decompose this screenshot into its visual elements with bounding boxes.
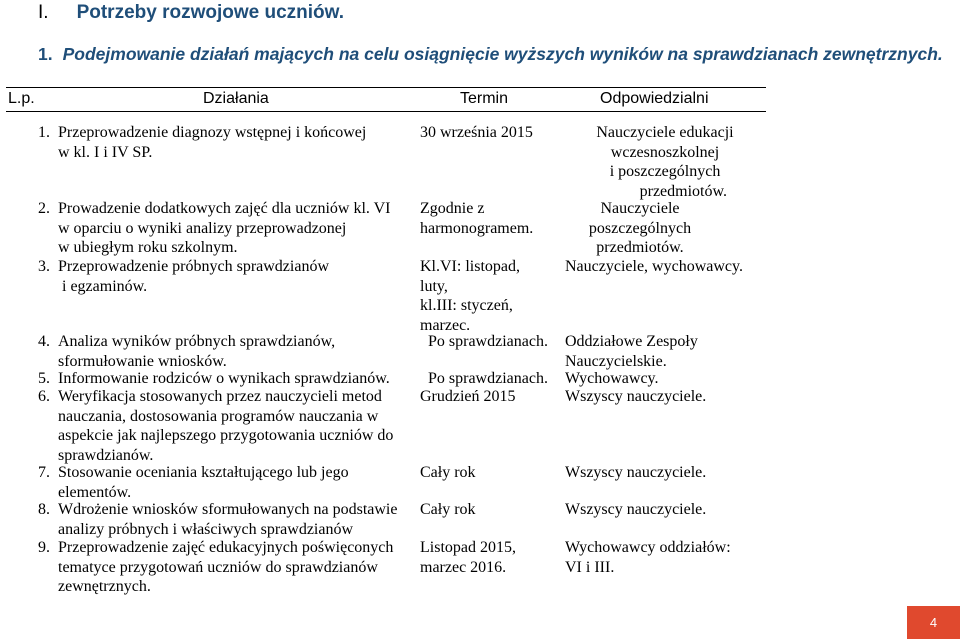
row-2-resp-line: przedmiotów. bbox=[596, 239, 684, 256]
row-6-lp: 6. bbox=[38, 388, 50, 405]
row-8-responsible bbox=[565, 500, 765, 520]
row-4-resp-line: Oddziałowe Zespoły bbox=[565, 333, 698, 350]
row-6-term-line: Grudzień 2015 bbox=[420, 388, 516, 405]
row-3-term-line: Kl.VI: listopad, bbox=[420, 258, 520, 275]
row-9-responsible bbox=[565, 538, 765, 577]
row-8-term bbox=[420, 500, 566, 520]
row-4-lp: 4. bbox=[38, 333, 50, 350]
row-8-term-line: Cały rok bbox=[420, 501, 476, 518]
row-7-resp-line: Wszyscy nauczyciele. bbox=[565, 464, 707, 481]
header-responsible: Odpowiedzialni bbox=[600, 90, 709, 107]
row-4-action bbox=[58, 332, 413, 371]
section-heading bbox=[38, 2, 344, 24]
row-3-action bbox=[58, 257, 413, 296]
row-4-action-line: Analiza wyników próbnych sprawdzianów, bbox=[58, 333, 336, 350]
row-5-term bbox=[428, 369, 574, 389]
row-8-action-line: Wdrożenie wniosków sformułowanych na podstawie bbox=[58, 501, 398, 518]
row-1-resp-line: przedmiotów. bbox=[639, 182, 727, 200]
row-9-action-line: zewnętrznych. bbox=[58, 578, 151, 595]
row-1-resp-line: Nauczyciele edukacji bbox=[596, 124, 734, 141]
row-9-lp: 9. bbox=[38, 539, 50, 556]
row-1-term-line: 30 września 2015 bbox=[420, 124, 533, 141]
row-1-resp-line: wczesnoszkolnej bbox=[610, 143, 720, 161]
row-4-term-line: Po sprawdzianach. bbox=[428, 333, 548, 350]
row-2-term-line: Zgodnie z bbox=[420, 200, 485, 217]
row-7-term bbox=[420, 463, 566, 483]
row-8-lp: 8. bbox=[38, 501, 50, 518]
row-2-term-line: harmonogramem. bbox=[420, 219, 534, 237]
row-6-action-line: nauczania, dostosowania programów nauczania w bbox=[58, 407, 379, 425]
row-7-action-line: elementów. bbox=[58, 483, 132, 501]
row-6-action-line: Weryfikacja stosowanych przez nauczycieli metod bbox=[58, 388, 382, 405]
row-5-action bbox=[58, 369, 413, 389]
header-lp: L.p. bbox=[8, 90, 35, 107]
subsection-title: Podejmowanie działań mających na celu osiągnięcie wyższych wyników na sprawdzianach zewnętrznych. bbox=[62, 44, 943, 64]
row-3-lp: 3. bbox=[38, 258, 50, 275]
row-5-responsible bbox=[565, 369, 765, 389]
row-1-responsible bbox=[565, 123, 765, 201]
row-9-action-line: Przeprowadzenie zajęć edukacyjnych poświęconych bbox=[58, 539, 394, 556]
row-5-action-line: Informowanie rodziców o wynikach sprawdzianów. bbox=[58, 370, 390, 387]
row-2-action-line: Prowadzenie dodatkowych zajęć dla uczniów kl. VI bbox=[58, 200, 391, 217]
row-8-action bbox=[58, 500, 413, 539]
page-number-badge bbox=[907, 606, 960, 639]
row-8-resp-line: Wszyscy nauczyciele. bbox=[565, 501, 707, 518]
row-2-lp: 2. bbox=[38, 200, 50, 217]
row-3-term-line: marzec. bbox=[420, 316, 471, 334]
row-1-action-line: w kl. I i IV SP. bbox=[58, 143, 153, 161]
row-5-lp: 5. bbox=[38, 370, 50, 387]
row-1-action bbox=[58, 123, 413, 162]
row-3-action-line: Przeprowadzenie próbnych sprawdzianów bbox=[58, 258, 330, 275]
row-3-term-line: kl.III: styczeń, bbox=[420, 297, 513, 314]
row-4-resp-line: Nauczycielskie. bbox=[565, 352, 667, 370]
row-9-term bbox=[420, 538, 566, 577]
row-7-lp: 7. bbox=[38, 464, 50, 481]
row-9-action bbox=[58, 538, 413, 597]
row-1-action-line: Przeprowadzenie diagnozy wstępnej i końcowej bbox=[58, 124, 367, 141]
row-2-responsible bbox=[565, 199, 715, 258]
row-2-action-line: w oparciu o wyniki analizy przeprowadzonej bbox=[58, 219, 347, 237]
table-header-rule bbox=[6, 111, 766, 112]
row-4-responsible bbox=[565, 332, 765, 371]
row-9-action-line: tematyce przygotowań uczniów do sprawdzianów bbox=[58, 558, 378, 576]
row-9-resp-line: Wychowawcy oddziałów: bbox=[565, 539, 731, 556]
row-9-resp-line: VI i III. bbox=[565, 558, 615, 576]
row-6-action bbox=[58, 387, 413, 465]
row-3-term bbox=[420, 257, 566, 335]
row-7-responsible bbox=[565, 463, 765, 483]
row-6-term bbox=[420, 387, 566, 407]
row-3-action-line: i egzaminów. bbox=[62, 277, 148, 295]
row-3-term-line: luty, bbox=[420, 277, 448, 295]
section-number: I. bbox=[38, 2, 49, 23]
row-2-term bbox=[420, 199, 566, 238]
row-4-term bbox=[428, 332, 574, 352]
row-2-resp-line: Nauczyciele bbox=[600, 200, 680, 217]
row-1-lp: 1. bbox=[38, 124, 50, 141]
subsection-heading bbox=[38, 44, 943, 65]
row-6-resp-line: Wszyscy nauczyciele. bbox=[565, 388, 707, 405]
row-7-action bbox=[58, 463, 413, 502]
header-actions: Działania bbox=[203, 90, 269, 107]
row-6-responsible bbox=[565, 387, 765, 407]
row-2-action-line: w ubiegłym roku szkolnym. bbox=[58, 239, 238, 256]
row-1-resp-line: i poszczególnych bbox=[609, 163, 721, 180]
row-3-resp-line: Nauczyciele, wychowawcy. bbox=[565, 258, 743, 275]
row-7-action-line: Stosowanie oceniania kształtującego lub jego bbox=[58, 464, 349, 481]
header-term: Termin bbox=[460, 90, 509, 107]
row-9-term-line: marzec 2016. bbox=[420, 558, 507, 576]
row-5-resp-line: Wychowawcy. bbox=[565, 370, 659, 387]
row-8-action-line: analizy próbnych i właściwych sprawdzianów bbox=[58, 520, 354, 538]
section-title: Potrzeby rozwojowe uczniów. bbox=[76, 2, 344, 23]
row-1-term bbox=[420, 123, 566, 143]
row-6-action-line: sprawdzianów. bbox=[58, 446, 154, 464]
row-2-action bbox=[58, 199, 413, 258]
row-4-action-line: sformułowanie wniosków. bbox=[58, 352, 227, 370]
row-2-resp-line: poszczególnych bbox=[588, 219, 692, 237]
row-3-responsible bbox=[565, 257, 765, 277]
table-top-rule bbox=[6, 87, 766, 88]
subsection-number: 1. bbox=[38, 44, 53, 64]
row-9-term-line: Listopad 2015, bbox=[420, 539, 516, 556]
page-number: 4 bbox=[929, 615, 938, 630]
row-7-term-line: Cały rok bbox=[420, 464, 476, 481]
row-6-action-line: aspekcie jak najlepszego przygotowania uczniów do bbox=[58, 427, 394, 444]
row-5-term-line: Po sprawdzianach. bbox=[428, 370, 548, 387]
